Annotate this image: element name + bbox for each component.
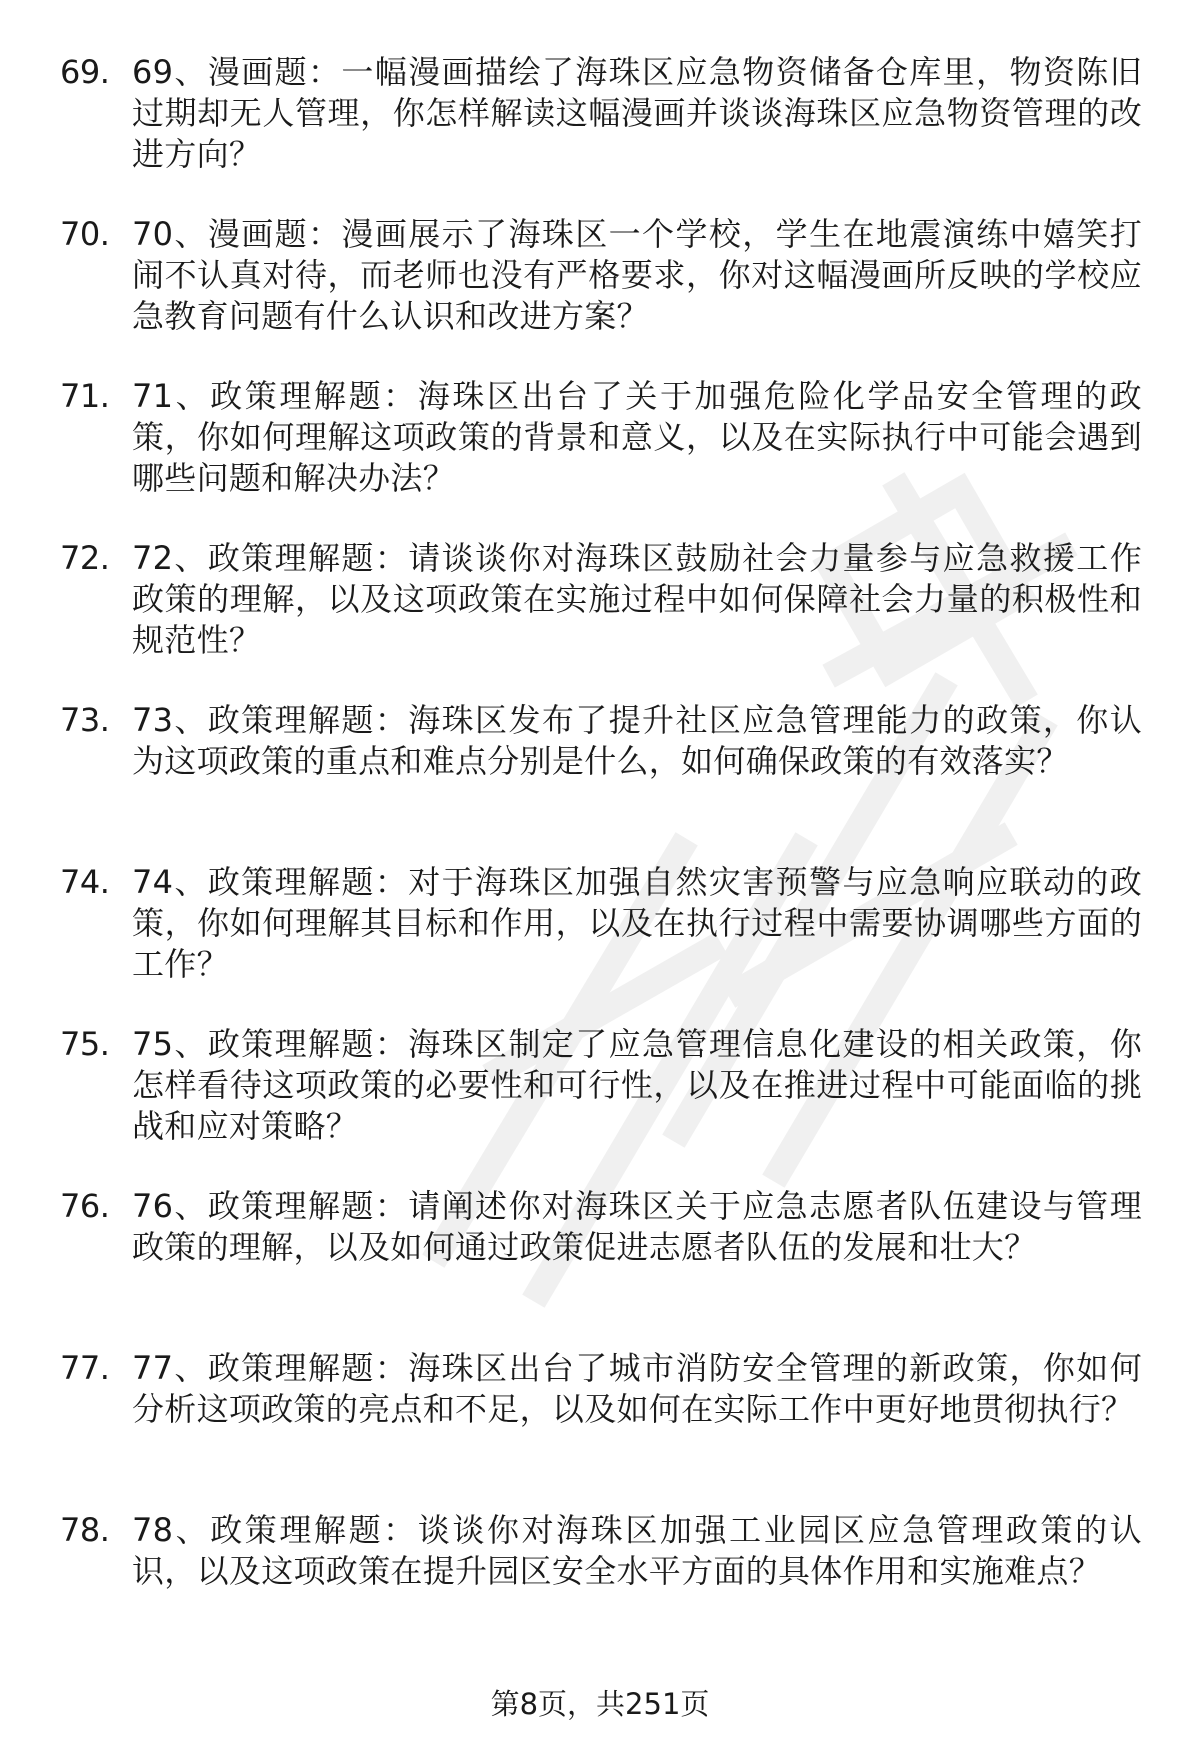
page-footer xyxy=(0,1686,1200,1722)
question-number: 76. xyxy=(60,1187,110,1225)
question-item xyxy=(0,538,1200,700)
question-number: 69. xyxy=(60,53,110,91)
question-item xyxy=(0,52,1200,214)
question-text: 72、政策理解题：请谈谈你对海珠区鼓励社会力量参与应急救援工作政策的理解，以及这项政策在实施过程中如何保障社会力量的积极性和规范性？ xyxy=(132,539,1142,659)
question-item xyxy=(0,1186,1200,1348)
question-number: 73. xyxy=(60,701,110,739)
question-item xyxy=(0,1348,1200,1510)
question-number: 75. xyxy=(60,1025,110,1063)
question-number: 74. xyxy=(60,863,110,901)
question-text: 77、政策理解题：海珠区出台了城市消防安全管理的新政策，你如何分析这项政策的亮点和不足，以及如何在实际工作中更好地贯彻执行？ xyxy=(132,1349,1142,1428)
question-text: 71、政策理解题：海珠区出台了关于加强危险化学品安全管理的政策，你如何理解这项政策的背景和意义，以及在实际执行中可能会遇到哪些问题和解决办法？ xyxy=(132,377,1142,497)
page-number-label: 第8页，共251页 xyxy=(490,1687,710,1721)
question-number: 70. xyxy=(60,215,110,253)
question-number: 71. xyxy=(60,377,110,415)
question-text: 75、政策理解题：海珠区制定了应急管理信息化建设的相关政策，你怎样看待这项政策的必要性和可行性，以及在推进过程中可能面临的挑战和应对策略？ xyxy=(132,1025,1142,1145)
question-text: 74、政策理解题：对于海珠区加强自然灾害预警与应急响应联动的政策，你如何理解其目标和作用，以及在执行过程中需要协调哪些方面的工作？ xyxy=(132,863,1142,983)
question-number: 77. xyxy=(60,1349,110,1387)
question-text: 76、政策理解题：请阐述你对海珠区关于应急志愿者队伍建设与管理政策的理解，以及如何通过政策促进志愿者队伍的发展和壮大？ xyxy=(132,1187,1142,1266)
question-number: 78. xyxy=(60,1511,110,1549)
question-text: 78、政策理解题：谈谈你对海珠区加强工业园区应急管理政策的认识，以及这项政策在提升园区安全水平方面的具体作用和实施难点？ xyxy=(132,1511,1142,1590)
question-text: 73、政策理解题：海珠区发布了提升社区应急管理能力的政策，你认为这项政策的重点和难点分别是什么，如何确保政策的有效落实？ xyxy=(132,701,1142,780)
question-item xyxy=(0,1510,1200,1672)
question-item xyxy=(0,700,1200,862)
question-number: 72. xyxy=(60,539,110,577)
question-item xyxy=(0,376,1200,538)
question-text: 69、漫画题：一幅漫画描绘了海珠区应急物资储备仓库里，物资陈旧过期却无人管理，你怎样解读这幅漫画并谈谈海珠区应急物资管理的改进方向？ xyxy=(132,53,1142,173)
question-text: 70、漫画题：漫画展示了海珠区一个学校，学生在地震演练中嬉笑打闹不认真对待，而老师也没有严格要求，你对这幅漫画所反映的学校应急教育问题有什么认识和改进方案？ xyxy=(132,215,1142,335)
question-item xyxy=(0,214,1200,376)
question-item xyxy=(0,1024,1200,1186)
question-list xyxy=(0,52,1200,1672)
question-item xyxy=(0,862,1200,1024)
